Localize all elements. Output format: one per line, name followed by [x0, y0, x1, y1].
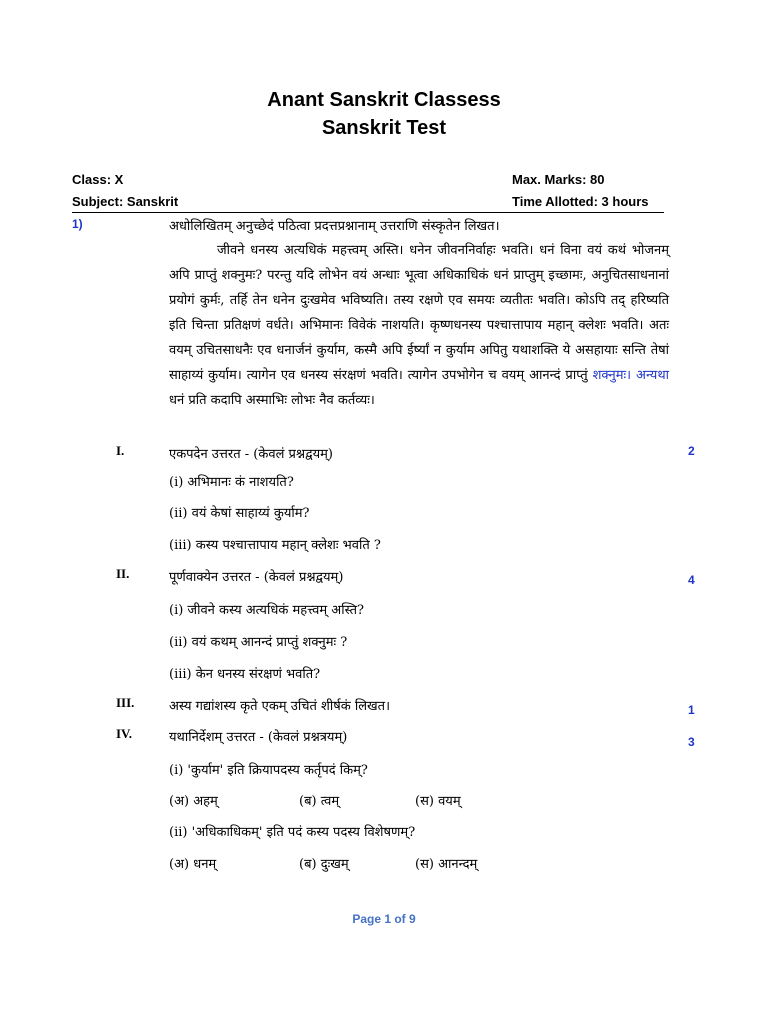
option-b: (ब) त्वम्	[299, 794, 340, 809]
subject-label: Subject: Sanskrit	[72, 194, 179, 209]
section-heading: पूर्णवाक्येन उत्तरत - (केवलं प्रश्नद्वयम्)	[169, 570, 344, 585]
question-item: (iii) कस्य पश्चात्तापाय महान् क्लेशः भवति ?	[169, 538, 381, 553]
document-subtitle: Sanskrit Test	[321, 117, 447, 139]
question-item: (ii) 'अधिकाधिकम्' इति पदं कस्य पदस्य विशेषणम्?	[169, 825, 416, 840]
section-number: I.	[116, 443, 125, 458]
section-number: IV.	[116, 726, 133, 741]
section-marks: 3	[688, 735, 695, 749]
header-divider	[72, 212, 664, 213]
section-marks: 2	[688, 444, 695, 458]
option-b: (ब) दुःखम्	[299, 857, 349, 872]
question-item: (ii) वयं केषां साहाय्यं कुर्याम?	[169, 506, 310, 521]
question-item: (i) 'कुर्याम' इति क्रियापदस्य कर्तृपदं किम्?	[169, 763, 368, 778]
reading-passage	[169, 238, 669, 413]
option-c: (स) वयम्	[415, 794, 461, 809]
question-item: (ii) वयं कथम् आनन्दं प्राप्तुं शक्नुमः ?	[169, 635, 348, 650]
class-label: Class: X	[72, 172, 124, 187]
document-title: Anant Sanskrit Classess	[267, 89, 501, 111]
section-number: II.	[116, 566, 130, 581]
page-number: Page 1 of 9	[352, 912, 416, 926]
question-item: (i) जीवने कस्य अत्यधिकं महत्त्वम् अस्ति?	[169, 603, 365, 618]
question-instruction: अधोलिखितम् अनुच्छेदं पठित्वा प्रदत्तप्रश्नानाम् उत्तराणि संस्कृतेन लिखत।	[169, 219, 500, 234]
option-c: (स) आनन्दम्	[415, 857, 478, 872]
section-heading: अस्य गद्यांशस्य कृते एकम् उचितं शीर्षकं लिखत।	[169, 699, 390, 714]
option-a: (अ) अहम्	[169, 794, 218, 809]
passage-text: जीवने धनस्य अत्यधिकं महत्त्वम् अस्ति। धनेन जीवननिर्वाहः भवति। धनं विना वयं कथं भोजनम् अपि प्राप्तुं शक्नुमः? परन्तु यदि लोभेन वयं अन्धाः भूत्वा अधिकाधिकं धनं प्राप्तुम् इच्छामः, अनुचितसाधनानां प्रयोगं कुर्मः, तर्हि तेन धनेन दुःखमेव भविष्यति। तस्य रक्षणे एव समयः व्यतीतः भवति। कोऽपि तद् हरिष्यति इति चिन्ता प्रतिक्षणं वर्धते। अभिमानः विवेकं नाशयति। कृष्णधनस्य पश्चात्तापाय महान् क्लेशः भवति। अतः वयम् उचितसाधनैः एव धनार्जनं कुर्याम, कस्मै अपि ईर्ष्यां न कुर्याम अपितु यथाशक्ति ये असहायाः सन्ति तेषां साहाय्यं कुर्याम। त्यागेन एव धनस्य संरक्षणं भवति। त्यागेन उपभोगेन च वयम् आनन्दं प्राप्तुं	[169, 243, 669, 383]
section-number: III.	[116, 695, 135, 710]
question-item: (i) अभिमानः कं नाशयति?	[169, 475, 294, 490]
section-marks: 1	[688, 703, 695, 717]
section-heading: यथानिर्देशम् उत्तरत - (केवलं प्रश्नत्रयम्)	[169, 730, 348, 745]
time-allotted-label: Time Allotted: 3 hours	[512, 194, 649, 209]
option-a: (अ) धनम्	[169, 857, 217, 872]
section-heading: एकपदेन उत्तरत - (केवलं प्रश्नद्वयम्)	[169, 447, 333, 462]
question-item: (iii) केन धनस्य संरक्षणं भवति?	[169, 667, 321, 682]
passage-end: धनं प्रति कदापि अस्माभिः लोभः नैव कर्तव्यः।	[169, 393, 375, 408]
max-marks-label: Max. Marks: 80	[512, 172, 605, 187]
section-marks: 4	[688, 573, 695, 587]
question-number: 1)	[72, 217, 83, 231]
passage-highlight: शक्नुमः। अन्यथा	[592, 368, 669, 383]
